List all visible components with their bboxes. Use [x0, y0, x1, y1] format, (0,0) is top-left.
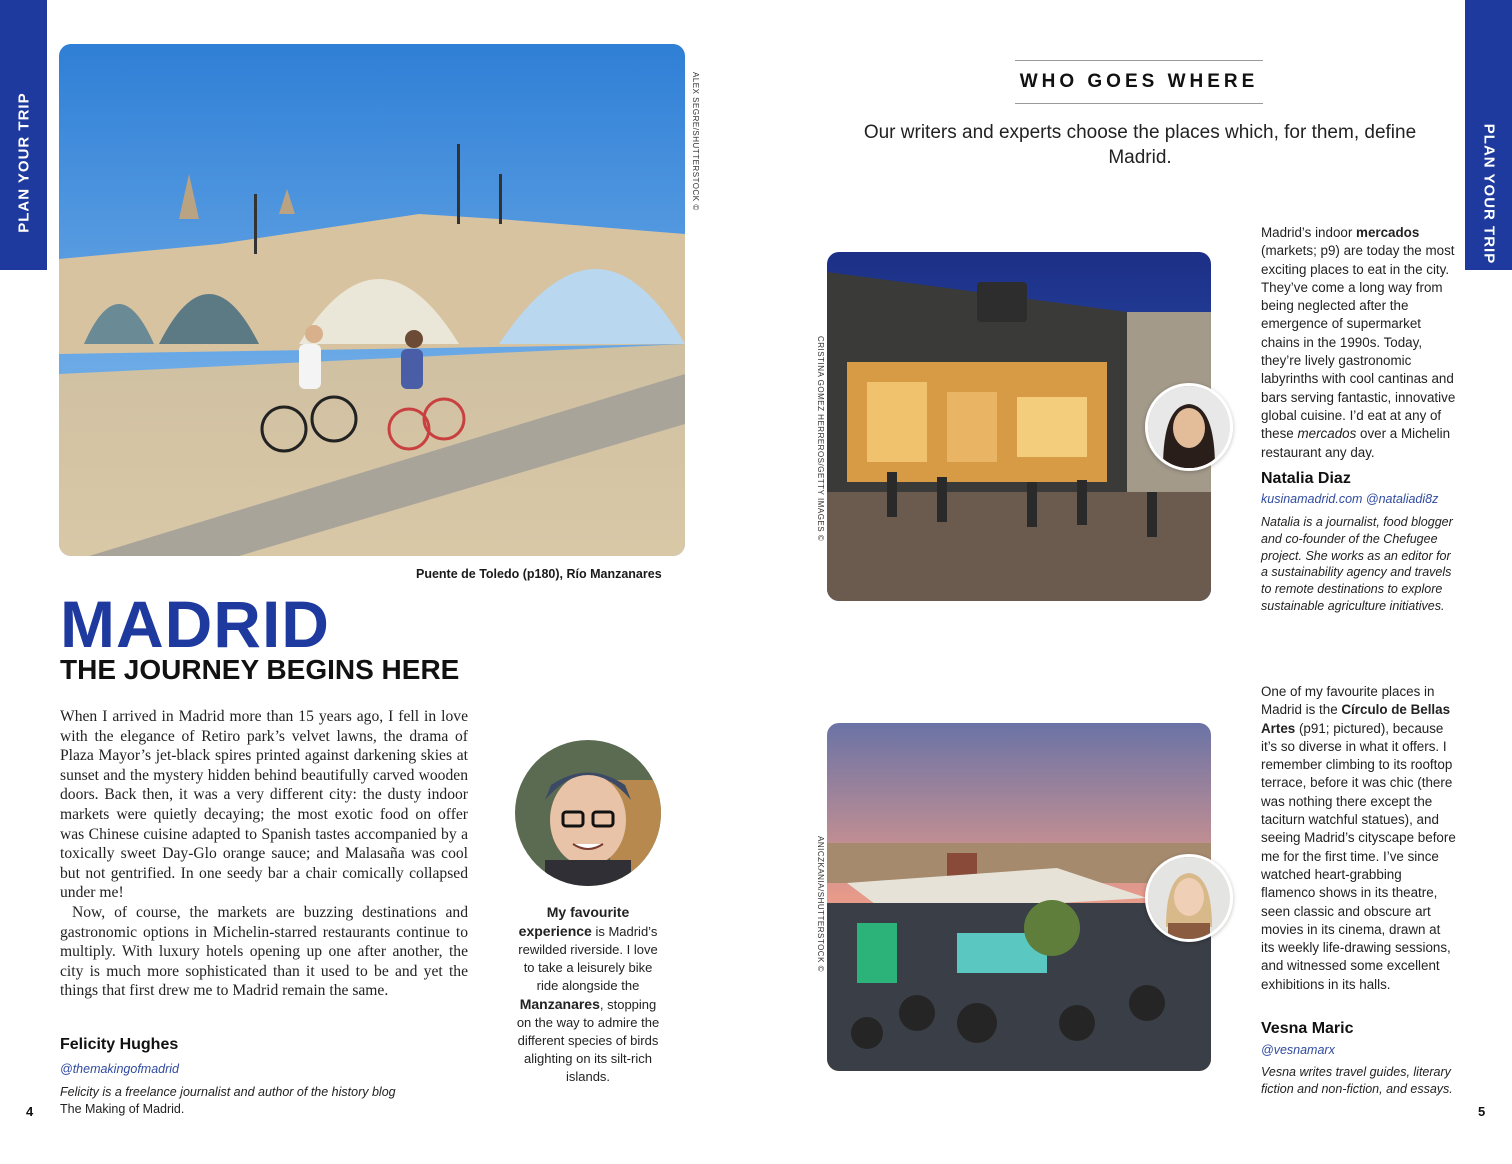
body-paragraph: When I arrived in Madrid more than 15 years ago, I fell in love with the elegance of Retiro park’s velvet lawns, the drama of Plaza Mayor’s jet-black spires printed against darkening skies at sunset and the mystery hidden behind beautifully carved wooden doors. Back then, it was a very different city: the dusty indoor markets were quietly decaying; the most exotic food on offer was Chinese cuisine adapted to Spanish tastes accompanied by a toxically sweet Day-Glo orange sauce; and Malasaña was cool but not gentrified. In one seedy bar a chair comically collapsed under me! [60, 708, 468, 902]
section-tab-right [1465, 0, 1512, 270]
author-bio: Natalia is a journalist, food blogger and co-founder of the Chefugee project. She works as an editor for a sustainability agency and travels to remote destinations to explore sustainable agriculture initiatives. [1261, 515, 1453, 613]
divider [1015, 103, 1263, 104]
intro-article [60, 707, 468, 1001]
section-title: WHO GOES WHERE [1019, 71, 1259, 92]
section-tab-label: PLAN YOUR TRIP [15, 91, 32, 233]
author-name: Natalia Diaz [1261, 470, 1351, 487]
author-handle[interactable]: @themakingofmadrid [60, 1062, 179, 1076]
author-bio: Vesna writes travel guides, literary fiction and non-fiction, and essays. [1261, 1065, 1453, 1096]
page-subtitle: THE JOURNEY BEGINS HERE [60, 654, 460, 685]
avatar [1145, 854, 1233, 942]
quote-entry-1: Madrid’s indoor mercados (markets; p9) are today the most exciting places to eat in the city. They’ve come a long way from being neglected after the emergence of supermarket chains in the 1990s. Today, they’re lively gastronomic labyrinths with cool cantinas and bars serving fantastic, innovative global cuisine. I’d eat at any of these mercados over a Michelin restaurant any day. [1261, 225, 1456, 460]
section-tab-label: PLAN YOUR TRIP [1480, 124, 1497, 265]
author-name: Felicity Hughes [60, 1036, 179, 1053]
page-number: 4 [26, 1104, 34, 1119]
favourite-experience-box: My favourite experience is Madrid’s rewilded riverside. I love to take a leisurely bike ride alongside the Manzanares, stopping on the way to admire the different species of birds alighting on its silt-rich islands. [516, 904, 660, 1084]
body-paragraph: Now, of course, the markets are buzzing destinations and gastronomic options in Michelin-starred restaurants continue to multiply. With luxury hotels opening up one after another, the city is much more sophisticated than it used to be and yet the things that first drew me to Madrid remain the same. [60, 903, 468, 1000]
section-heading [1015, 60, 1263, 104]
quote-entry-2: One of my favourite places in Madrid is the Círculo de Bellas Artes (p91; pictured), because it’s so diverse in what it offers. I remember climbing to its rooftop terrace, before it was chic (there was nothing there except the taciturn watchful statues), and seeing Madrid’s cityscape before me for the first time. I’ve since watched heart-grabbing flamenco shows in its theatre, seen classic and obscure art movies in its cinema, drawn at its weekly life-drawing sessions, and witnessed some excellent exhibitions in its halls. [1261, 684, 1456, 992]
hero-photo-bridge [59, 44, 685, 556]
author-bio: Felicity is a freelance journalist and author of the history blog The Making of Madrid. [60, 1085, 396, 1116]
section-tab-left [0, 0, 47, 270]
photo-credit: ANICZKANIA/SHUTTERSTOCK © [816, 836, 825, 973]
page-number: 5 [1478, 1104, 1486, 1119]
avatar [1145, 383, 1233, 471]
photo-credit: ALEX SEGRE/SHUTTERSTOCK © [691, 72, 700, 211]
section-intro: Our writers and experts choose the places which, for them, define Madrid. [863, 122, 1417, 168]
photo-credit: CRISTINA GOMEZ HERREROS/GETTY IMAGES © [816, 336, 825, 542]
author-handle[interactable]: @vesnamarx [1261, 1043, 1335, 1057]
photo-caption: Puente de Toledo (p180), Río Manzanares [416, 567, 662, 581]
author-handle[interactable]: kusinamadrid.com @nataliadi8z [1261, 492, 1439, 506]
author-name: Vesna Maric [1261, 1020, 1354, 1037]
page-title: MADRID [60, 587, 330, 661]
avatar [515, 740, 661, 886]
